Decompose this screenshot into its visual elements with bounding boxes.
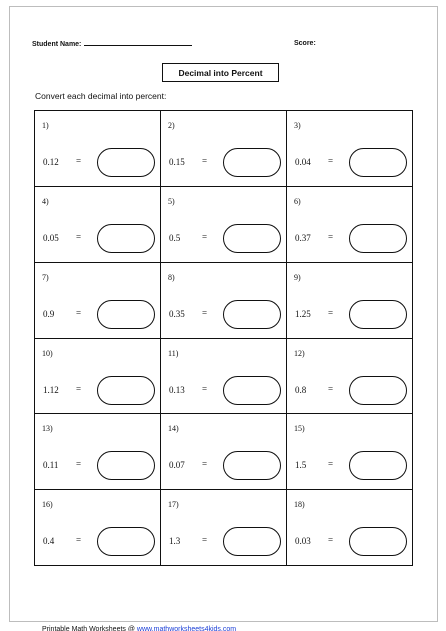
answer-box[interactable] [223,224,281,253]
problem-number: 3) [294,121,301,130]
answer-box[interactable] [97,148,155,177]
problem-number: 5) [168,196,175,206]
equals-sign: = [76,231,82,242]
problem-cell [161,111,287,187]
problem-number: 16) [42,500,53,510]
equals-sign: = [328,383,334,394]
decimal-value: 0.9 [43,308,55,319]
worksheet-title: Decimal into Percent [162,63,279,82]
problem-cell [161,263,287,339]
score-label: Score: [294,40,316,47]
problem-number: 12) [294,348,305,358]
answer-box[interactable] [223,148,281,177]
answer-box[interactable] [97,376,155,405]
equals-sign: = [202,307,208,318]
equals-sign: = [76,156,82,166]
decimal-value: 1.25 [295,308,311,319]
equals-sign: = [202,231,208,242]
decimal-value: 0.13 [169,384,185,395]
decimal-value: 0.4 [43,536,55,547]
problem-number: 15) [294,424,305,434]
equals-sign: = [76,307,82,318]
decimal-value: 0.03 [295,536,311,547]
problem-cell [35,263,161,339]
equals-sign: = [202,459,208,470]
answer-box[interactable] [223,300,281,329]
decimal-value: 0.35 [169,308,185,319]
problem-cell [287,414,413,490]
problem-number: 13) [42,424,53,434]
problem-cell [287,339,413,415]
decimal-value: 0.07 [169,460,185,471]
answer-box[interactable] [223,376,281,405]
equals-sign: = [76,383,82,394]
problem-cell [161,187,287,263]
problem-cell [287,490,413,566]
problem-number: 1) [42,121,49,130]
decimal-value: 0.5 [169,232,181,243]
problem-number: 10) [42,348,53,358]
equals-sign: = [76,535,82,546]
footer-link[interactable]: www.mathworksheets4kids.com [136,626,237,631]
problem-number: 6) [294,196,301,206]
problem-cell [35,339,161,415]
answer-box[interactable] [97,451,155,480]
answer-box[interactable] [349,376,407,405]
problem-cell [287,187,413,263]
problem-cell [161,339,287,415]
problem-number: 7) [42,272,49,282]
problem-cell [287,111,413,187]
problem-number: 4) [42,196,49,206]
equals-sign: = [202,383,208,394]
problem-cell [161,414,287,490]
answer-box[interactable] [223,451,281,480]
equals-sign: = [76,459,82,470]
equals-sign: = [328,535,334,546]
problem-grid [34,110,413,566]
answer-box[interactable] [349,527,407,556]
decimal-value: 0.05 [43,232,59,243]
decimal-value: 1.3 [169,536,181,547]
decimal-value: 0.04 [295,157,311,167]
problem-number: 8) [168,272,175,282]
equals-sign: = [328,156,334,166]
decimal-value: 0.15 [169,157,185,167]
equals-sign: = [328,459,334,470]
equals-sign: = [202,156,208,166]
answer-box[interactable] [223,527,281,556]
answer-box[interactable] [97,527,155,556]
problem-number: 11) [168,348,179,358]
equals-sign: = [328,231,334,242]
footer [42,626,236,631]
answer-box[interactable] [97,224,155,253]
problem-cell [35,490,161,566]
student-name-label: Student Name: [32,41,82,48]
instructions: Convert each decimal into percent: [35,91,167,101]
answer-box[interactable] [349,148,407,177]
decimal-value: 1.5 [295,460,307,471]
equals-sign: = [202,535,208,546]
decimal-value: 0.12 [43,157,59,167]
problem-cell [287,263,413,339]
student-name-row [32,40,192,48]
problem-number: 18) [294,500,305,510]
problem-number: 2) [168,121,175,130]
answer-box[interactable] [97,300,155,329]
student-name-line [84,40,192,46]
problem-cell [35,414,161,490]
footer-text: Printable Math Worksheets @ [42,626,137,631]
decimal-value: 1.12 [43,384,59,395]
equals-sign: = [328,307,334,318]
problem-cell [35,187,161,263]
problem-number: 14) [168,424,179,434]
decimal-value: 0.11 [43,460,59,471]
answer-box[interactable] [349,224,407,253]
decimal-value: 0.8 [295,384,307,395]
problem-number: 9) [294,272,301,282]
worksheet-page [9,6,438,631]
answer-box[interactable] [349,451,407,480]
decimal-value: 0.37 [295,232,311,243]
problem-number: 17) [168,500,179,510]
answer-box[interactable] [349,300,407,329]
problem-cell [161,490,287,566]
problem-cell [35,111,161,187]
